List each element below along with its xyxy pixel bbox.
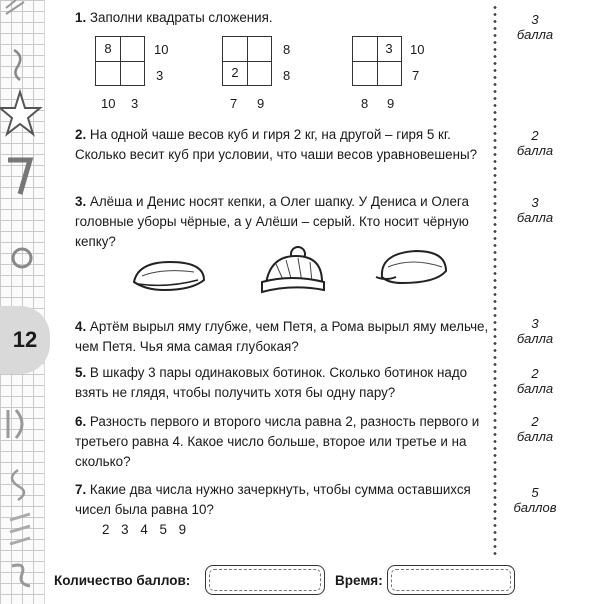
- dotted-separator: [492, 4, 498, 556]
- score-task-6: 2 балла: [516, 414, 554, 444]
- addition-square-2: 2: [222, 36, 272, 86]
- cap-grey-icon: [130, 258, 210, 294]
- task-4: 4. Артём вырыл яму глубже, чем Петя, а Рома вырыл яму мельче, чем Петя. Чья яма самая глубокая?: [75, 319, 489, 354]
- score-task-2: 2 балла: [516, 128, 554, 158]
- task-3: 3. Алёша и Денис носят кепки, а Олег шапку. У Дениса и Олега головные уборы чёрные, а у Алёши – серый. Кто носит чёрную кепку?: [75, 194, 469, 249]
- knit-hat-icon: [258, 246, 326, 294]
- score-task-3: 3 балла: [516, 195, 554, 225]
- score-task-7: 5 баллов: [513, 485, 557, 515]
- time-label: Время:: [335, 573, 383, 588]
- points-field[interactable]: [205, 565, 325, 595]
- points-label: Количество баллов:: [54, 573, 191, 588]
- score-task-1: 3 балла: [516, 12, 554, 42]
- score-task-4: 3 балла: [516, 316, 554, 346]
- task-5: 5. В шкафу 3 пары одинаковых ботинок. Сколько ботинок надо взять не глядя, чтобы получить хотя бы одну пару?: [75, 365, 468, 400]
- page-number-badge: 12: [0, 306, 50, 374]
- cap-black-icon: [372, 247, 452, 287]
- score-task-5: 2 балла: [516, 366, 554, 396]
- addition-square-3: 3: [352, 36, 402, 86]
- task-7: 7. Какие два числа нужно зачеркнуть, чтобы сумма оставшихся чисел была равна 10?: [75, 482, 471, 517]
- time-field[interactable]: [387, 565, 515, 595]
- addition-square-1: 8: [95, 36, 145, 86]
- numbers-to-cross-out[interactable]: 2 3 4 5 9: [102, 522, 187, 537]
- task-2: 2. На одной чаше весов куб и гиря 2 кг, на другой – гиря 5 кг. Сколько весит куб при условии, что чаши весов уравновешены?: [75, 127, 478, 162]
- task-6: 6. Разность первого и второго числа равна 2, разность первого и третьего равна 4. Какое число больше, второе или третье и на сколько?: [75, 414, 480, 469]
- task-1: 1. Заполни квадраты сложения.: [75, 10, 273, 25]
- decorative-doodles-icon: [0, 0, 44, 604]
